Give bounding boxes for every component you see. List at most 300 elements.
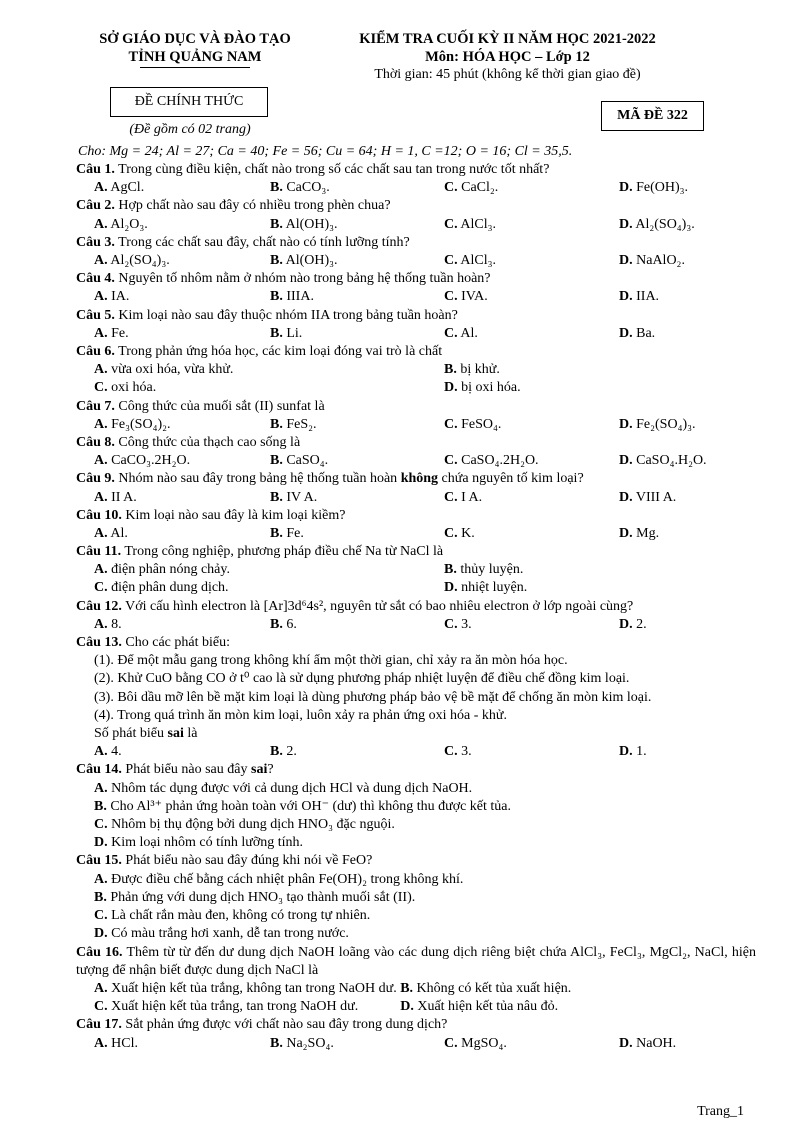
options-row: [76, 579, 756, 597]
option-text: AlCl₃.: [460, 252, 496, 268]
question: [76, 761, 756, 852]
option-text: 6.: [286, 616, 297, 632]
option-letter: D.: [619, 1035, 633, 1051]
options-row: [76, 379, 756, 397]
question: [76, 598, 756, 634]
question-stem: [76, 852, 756, 870]
option-letter: C.: [444, 1035, 458, 1051]
province-name: TỈNH QUẢNG NAM: [128, 49, 262, 65]
answer-option: [444, 288, 488, 306]
question-number: Câu 3.: [76, 234, 115, 250]
option-text: NaOH.: [636, 1035, 677, 1051]
option-text: Al.: [460, 325, 478, 341]
options-row: [76, 525, 756, 543]
option-letter: B.: [270, 525, 283, 541]
option-text: Không có kết tủa xuất hiện.: [416, 980, 572, 996]
option-text: điện phân nóng chảy.: [111, 562, 230, 578]
option-letter: D.: [619, 216, 633, 232]
option-letter: B.: [444, 362, 457, 378]
option-text: CaCO₃.: [286, 180, 330, 196]
option-text: CaCl₂.: [461, 180, 499, 196]
answer-option: [270, 416, 317, 434]
exam-subject: Môn: HÓA HỌC – Lớp 12: [425, 49, 590, 65]
option-letter: D.: [619, 489, 633, 505]
question: [76, 634, 756, 761]
option-letter: C.: [444, 216, 458, 232]
exam-code-box: MÃ ĐỀ 322: [601, 101, 704, 131]
question-stem: [76, 470, 756, 488]
answer-option: [270, 179, 330, 197]
question: [76, 944, 756, 1017]
answer-option: [76, 925, 756, 943]
option-text: Xuất hiện kết tủa trắng, không tan trong NaOH dư.: [111, 980, 397, 996]
options-row: [76, 998, 756, 1016]
option-text: Cho Al³⁺ phản ứng hoàn toàn với OH⁻ (dư) thì không thu được kết tủa.: [110, 798, 512, 814]
answer-option: [619, 179, 688, 197]
question-stem: [76, 944, 756, 980]
question-stem: [76, 598, 756, 616]
page-footer: Trang_1: [697, 1104, 744, 1119]
options-row: [76, 325, 756, 343]
question: [76, 470, 756, 506]
answer-option: [94, 252, 170, 270]
option-letter: D.: [619, 180, 633, 196]
option-letter: C.: [94, 380, 108, 396]
question-number: Câu 11.: [76, 544, 122, 560]
answer-option: [444, 1035, 507, 1053]
option-letter: B.: [94, 889, 107, 905]
department-name: SỞ GIÁO DỤC VÀ ĐÀO TẠO: [99, 31, 291, 47]
question-text: Trong công nghiệp, phương pháp điều chế Na từ NaCl là: [124, 544, 444, 560]
option-text: 3.: [461, 616, 472, 632]
options-row: [76, 980, 756, 998]
option-letter: C.: [94, 817, 108, 833]
answer-option: [444, 416, 501, 434]
option-text: Ba.: [636, 325, 656, 341]
option-text: thủy luyện.: [460, 562, 524, 578]
option-letter: C.: [444, 252, 458, 268]
answer-option: [76, 907, 756, 925]
option-text: Xuất hiện kết tủa nâu đỏ.: [417, 999, 559, 1015]
option-letter: D.: [444, 580, 458, 596]
question: [76, 434, 756, 470]
answer-option: [94, 616, 122, 634]
option-text: Fe₂(SO₄)₃.: [636, 416, 696, 432]
option-text: Na₂SO₄.: [286, 1035, 334, 1051]
question: [76, 197, 756, 233]
statement-line: (3). Bôi dầu mỡ lên bề mặt kim loại là dùng phương pháp bảo vệ bề mặt để chống ăn mòn kim loại.: [94, 689, 652, 705]
answer-option: [444, 325, 478, 343]
question-text: Cho các phát biểu:: [125, 635, 230, 651]
answer-option: [76, 798, 756, 816]
question: [76, 398, 756, 434]
question-text: Sắt phản ứng được với chất nào sau đây trong dung dịch?: [125, 1017, 448, 1033]
option-letter: B.: [270, 289, 283, 305]
answer-option: [94, 379, 156, 397]
option-text: NaAlO₂.: [636, 252, 685, 268]
answer-option: [444, 379, 521, 397]
answer-option: [619, 743, 647, 761]
question-number: Câu 7.: [76, 398, 115, 414]
options-row: [76, 416, 756, 434]
option-letter: D.: [619, 289, 633, 305]
option-letter: B.: [270, 744, 283, 760]
exam-title: KIỂM TRA CUỐI KỲ II NĂM HỌC 2021-2022: [359, 31, 656, 47]
answer-option: [444, 452, 539, 470]
answer-option: [94, 325, 129, 343]
option-letter: A.: [94, 871, 108, 887]
answer-option: [94, 452, 190, 470]
question-stem: [76, 434, 756, 452]
answer-option: [619, 416, 696, 434]
question-number: Câu 13.: [76, 635, 122, 651]
question-stem: [76, 761, 756, 779]
option-letter: D.: [94, 835, 108, 851]
answer-option: [270, 288, 314, 306]
option-letter: C.: [444, 744, 458, 760]
question-text: Với cấu hình electron là [Ar]3d⁶4s², nguyên tử sắt có bao nhiêu electron ở lớp ngoài cùng?: [125, 598, 634, 614]
question-text: Công thức của thạch cao sống là: [118, 434, 301, 450]
answer-option: [270, 743, 297, 761]
option-text: Al₂(SO₄)₃.: [110, 252, 170, 268]
answer-option: [94, 416, 171, 434]
option-letter: C.: [444, 616, 458, 632]
option-letter: B.: [270, 1035, 283, 1051]
option-text: Là chất rắn màu đen, không có trong tự nhiên.: [111, 908, 371, 924]
option-letter: A.: [94, 289, 108, 305]
question-stem: [76, 543, 756, 561]
option-letter: A.: [94, 252, 108, 268]
question: [76, 161, 756, 197]
answer-option: [94, 561, 230, 579]
option-text: IV A.: [286, 489, 318, 505]
option-letter: A.: [94, 562, 108, 578]
option-text: điện phân dung dịch.: [111, 580, 229, 596]
answer-option: [94, 361, 233, 379]
emphasis-word: sai: [167, 726, 184, 742]
question-text: Thêm từ từ đến dư dung dịch NaOH loãng vào các dung dịch riêng biệt chứa AlCl₃, FeCl₃, MgCl₂, NaCl, hiện tượng để nhận biết được dung dịch NaCl là: [76, 944, 756, 978]
option-letter: C.: [94, 580, 108, 596]
option-letter: A.: [94, 180, 108, 196]
option-text: CaSO₄.H₂O.: [636, 453, 707, 469]
question-number: Câu 6.: [76, 343, 115, 359]
option-text: 4.: [111, 744, 122, 760]
option-text: Có màu trắng hơi xanh, dễ tan trong nước.: [111, 926, 349, 942]
prompt-text: Số phát biểu: [94, 726, 168, 742]
question-stem: [76, 197, 756, 215]
option-text: AlCl₃.: [460, 216, 496, 232]
options-row: [76, 361, 756, 379]
question: [76, 1016, 756, 1052]
option-letter: D.: [94, 926, 108, 942]
question-text: Trong các chất sau đây, chất nào có tính lưỡng tính?: [118, 234, 410, 250]
options-row: [76, 616, 756, 634]
option-text: Li.: [286, 325, 303, 341]
option-text: II A.: [111, 489, 137, 505]
answer-option: [444, 252, 496, 270]
question-stem: [76, 634, 756, 652]
option-text: Nhôm bị thụ động bởi dung dịch HNO₃ đặc nguội.: [111, 817, 395, 833]
question: [76, 543, 756, 598]
option-letter: C.: [444, 325, 458, 341]
question: [76, 234, 756, 270]
question: [76, 507, 756, 543]
question-stem: [76, 398, 756, 416]
option-letter: D.: [444, 380, 458, 396]
question-text: Hợp chất nào sau đây có nhiều trong phèn chua?: [118, 198, 391, 214]
emphasis-word: không: [400, 471, 439, 487]
answer-option: [444, 179, 498, 197]
question-stem: [76, 270, 756, 288]
option-text: VIII A.: [635, 489, 677, 505]
option-letter: C.: [444, 180, 458, 196]
answer-option: [270, 452, 328, 470]
option-letter: C.: [444, 289, 458, 305]
option-text: K.: [461, 525, 475, 541]
option-text: CaSO₄.: [286, 453, 329, 469]
question: [76, 307, 756, 343]
option-text: Fe.: [111, 325, 129, 341]
option-text: IA.: [111, 289, 130, 305]
answer-option: [270, 1035, 334, 1053]
option-letter: C.: [444, 525, 458, 541]
option-letter: B.: [270, 216, 283, 232]
answer-option: [619, 216, 695, 234]
option-letter: B.: [270, 416, 283, 432]
option-letter: A.: [94, 453, 108, 469]
option-text: Fe.: [286, 525, 304, 541]
question-number: Câu 5.: [76, 307, 115, 323]
option-text: AgCl.: [110, 180, 145, 196]
option-text: nhiệt luyện.: [461, 580, 528, 596]
page-count-note: (Đề gồm có 02 trang): [129, 122, 251, 137]
option-text: 2.: [286, 744, 297, 760]
option-letter: D.: [400, 999, 414, 1015]
answer-option: [444, 361, 500, 379]
options-row: [76, 561, 756, 579]
answer-option: [76, 816, 756, 834]
option-text: Xuất hiện kết tủa trắng, tan trong NaOH dư.: [111, 999, 359, 1015]
options-row: [76, 452, 756, 470]
question-number: Câu 16.: [76, 944, 123, 960]
option-letter: B.: [270, 489, 283, 505]
question: [76, 270, 756, 306]
answer-option: [444, 525, 475, 543]
answer-option: [76, 780, 756, 798]
options-row: [76, 179, 756, 197]
option-letter: B.: [400, 980, 414, 996]
options-row: [76, 743, 756, 761]
question-list: [76, 161, 756, 1053]
answer-option: [444, 616, 472, 634]
school-header: [80, 30, 310, 68]
answer-option: [94, 579, 229, 597]
answer-option: [94, 179, 144, 197]
question-stem: [76, 234, 756, 252]
option-text: 2.: [636, 616, 647, 632]
option-text: Al.: [110, 525, 128, 541]
option-text: Kim loại nhôm có tính lưỡng tính.: [111, 835, 304, 851]
question-number: Câu 2.: [76, 198, 115, 214]
option-letter: B.: [270, 252, 283, 268]
answer-option: [619, 1035, 676, 1053]
answer-option: [619, 452, 707, 470]
option-text: Al(OH)₃.: [285, 252, 338, 268]
answer-option: [619, 288, 659, 306]
option-letter: A.: [94, 362, 108, 378]
question-text: Kim loại nào sau đây thuộc nhóm IIA trong bảng tuần hoàn?: [118, 307, 458, 323]
option-letter: C.: [94, 999, 108, 1015]
option-text: FeS₂.: [286, 416, 317, 432]
option-text: bị khử.: [460, 362, 500, 378]
options-row: [76, 252, 756, 270]
statement-line: (1). Để một mẫu gang trong không khí ẩm một thời gian, chỉ xảy ra ăn mòn hóa học.: [94, 653, 568, 669]
option-letter: D.: [619, 744, 633, 760]
answer-option: [76, 889, 756, 907]
option-text: Fe(OH)₃.: [636, 180, 689, 196]
question-text: Phát biểu nào sau đây: [125, 762, 251, 778]
question-number: Câu 15.: [76, 853, 122, 869]
option-text: Al₂(SO₄)₃.: [635, 216, 695, 232]
option-letter: C.: [444, 489, 458, 505]
option-letter: A.: [94, 744, 108, 760]
option-letter: D.: [619, 416, 633, 432]
question-prompt: [76, 725, 756, 743]
option-letter: D.: [619, 325, 633, 341]
option-text: HCl.: [111, 1035, 138, 1051]
answer-option: [76, 871, 756, 889]
header-underline: [140, 67, 250, 68]
question-stem: [76, 343, 756, 361]
official-box: ĐỀ CHÍNH THỨC: [110, 87, 268, 117]
options-row: [76, 216, 756, 234]
question-number: Câu 12.: [76, 598, 122, 614]
option-letter: A.: [94, 416, 108, 432]
option-letter: B.: [270, 616, 283, 632]
answer-option: [270, 616, 297, 634]
question-number: Câu 9.: [76, 471, 115, 487]
atomic-masses: Cho: Mg = 24; Al = 27; Ca = 40; Fe = 56; Cu = 64; H = 1, C =12; O = 16; Cl = 35,5.: [78, 144, 573, 159]
option-text: Al₂O₃.: [110, 216, 148, 232]
answer-option: [444, 561, 523, 579]
answer-option: [94, 489, 137, 507]
question-stem: [76, 507, 756, 525]
question-text: Công thức của muối sắt (II) sunfat là: [118, 398, 325, 414]
option-text: 8.: [111, 616, 122, 632]
option-letter: C.: [444, 453, 458, 469]
answer-option: [444, 489, 482, 507]
option-text: IIIA.: [286, 289, 314, 305]
question-text: Nhóm nào sau đây trong bảng hệ thống tuần hoàn: [118, 471, 401, 487]
option-letter: B.: [270, 325, 283, 341]
option-text: CaCO₃.2H₂O.: [111, 453, 191, 469]
answer-option: [94, 743, 122, 761]
answer-option: [270, 489, 317, 507]
exam-header: [335, 30, 680, 84]
option-text: vừa oxi hóa, vừa khử.: [111, 362, 234, 378]
question-text: Phát biểu nào sau đây đúng khi nói về FeO?: [125, 853, 373, 869]
answer-option: [619, 489, 676, 507]
answer-option: [444, 216, 496, 234]
option-text: IIA.: [636, 289, 660, 305]
question-text: Nguyên tố nhôm nằm ở nhóm nào trong bảng hệ thống tuần hoàn?: [118, 271, 491, 287]
answer-option: [76, 834, 756, 852]
answer-option: [94, 216, 148, 234]
question-number: Câu 4.: [76, 271, 115, 287]
prompt-text: là: [183, 726, 198, 742]
option-letter: A.: [94, 616, 108, 632]
question-stem: [76, 1016, 756, 1034]
option-letter: A.: [94, 525, 108, 541]
option-text: Được điều chế bằng cách nhiệt phân Fe(OH)₂ trong không khí.: [111, 871, 464, 887]
answer-option: [270, 325, 302, 343]
option-letter: A.: [94, 780, 108, 796]
option-letter: A.: [94, 489, 108, 505]
option-text: Mg.: [636, 525, 660, 541]
answer-option: [94, 288, 129, 306]
answer-option: [619, 325, 655, 343]
exam-time: Thời gian: 45 phút (không kể thời gian giao đề): [374, 67, 641, 82]
option-letter: D.: [619, 453, 633, 469]
option-letter: B.: [270, 453, 283, 469]
answer-option: [270, 252, 338, 270]
question-number: Câu 8.: [76, 434, 115, 450]
question-text: ?: [267, 762, 274, 778]
question-text: chứa nguyên tố kim loại?: [438, 471, 584, 487]
answer-option: [94, 1035, 138, 1053]
question-stem: [76, 161, 756, 179]
option-letter: D.: [619, 525, 633, 541]
option-text: Nhôm tác dụng được với cả dung dịch HCl và dung dịch NaOH.: [111, 780, 473, 796]
answer-option: [270, 525, 304, 543]
option-text: I A.: [461, 489, 483, 505]
option-letter: C.: [94, 908, 108, 924]
option-text: oxi hóa.: [111, 380, 157, 396]
statement-line: (4). Trong quá trình ăn mòn kim loại, luôn xảy ra phản ứng oxi hóa - khử.: [94, 707, 507, 723]
options-row: [76, 489, 756, 507]
emphasis-word: sai: [251, 762, 268, 778]
option-letter: C.: [444, 416, 458, 432]
question-text: Kim loại nào sau đây là kim loại kiềm?: [125, 507, 346, 523]
option-text: Al(OH)₃.: [285, 216, 338, 232]
question-text: Trong cùng điều kiện, chất nào trong số các chất sau tan trong nước tốt nhất?: [118, 162, 550, 177]
question: [76, 343, 756, 398]
question-number: Câu 10.: [76, 507, 122, 523]
option-letter: B.: [94, 798, 107, 814]
option-text: CaSO₄.2H₂O.: [461, 453, 539, 469]
answer-option: [444, 579, 527, 597]
option-text: 3.: [461, 744, 472, 760]
question: [76, 852, 756, 943]
question-stem: [76, 307, 756, 325]
option-letter: B.: [270, 180, 283, 196]
option-text: IVA.: [461, 289, 488, 305]
option-text: Phản ứng với dung dịch HNO₃ tạo thành muối sắt (II).: [110, 889, 416, 905]
options-row: [76, 1035, 756, 1053]
question-number: Câu 17.: [76, 1017, 122, 1033]
answer-option: [444, 743, 472, 761]
answer-option: [619, 616, 647, 634]
question-number: Câu 1.: [76, 162, 115, 177]
answer-option: [270, 216, 338, 234]
options-row: [76, 288, 756, 306]
option-letter: A.: [94, 216, 108, 232]
question-text: Trong phản ứng hóa học, các kim loại đóng vai trò là chất: [118, 343, 443, 359]
option-letter: D.: [619, 616, 633, 632]
option-text: bị oxi hóa.: [461, 380, 521, 396]
option-letter: A.: [94, 1035, 108, 1051]
option-text: 1.: [636, 744, 647, 760]
